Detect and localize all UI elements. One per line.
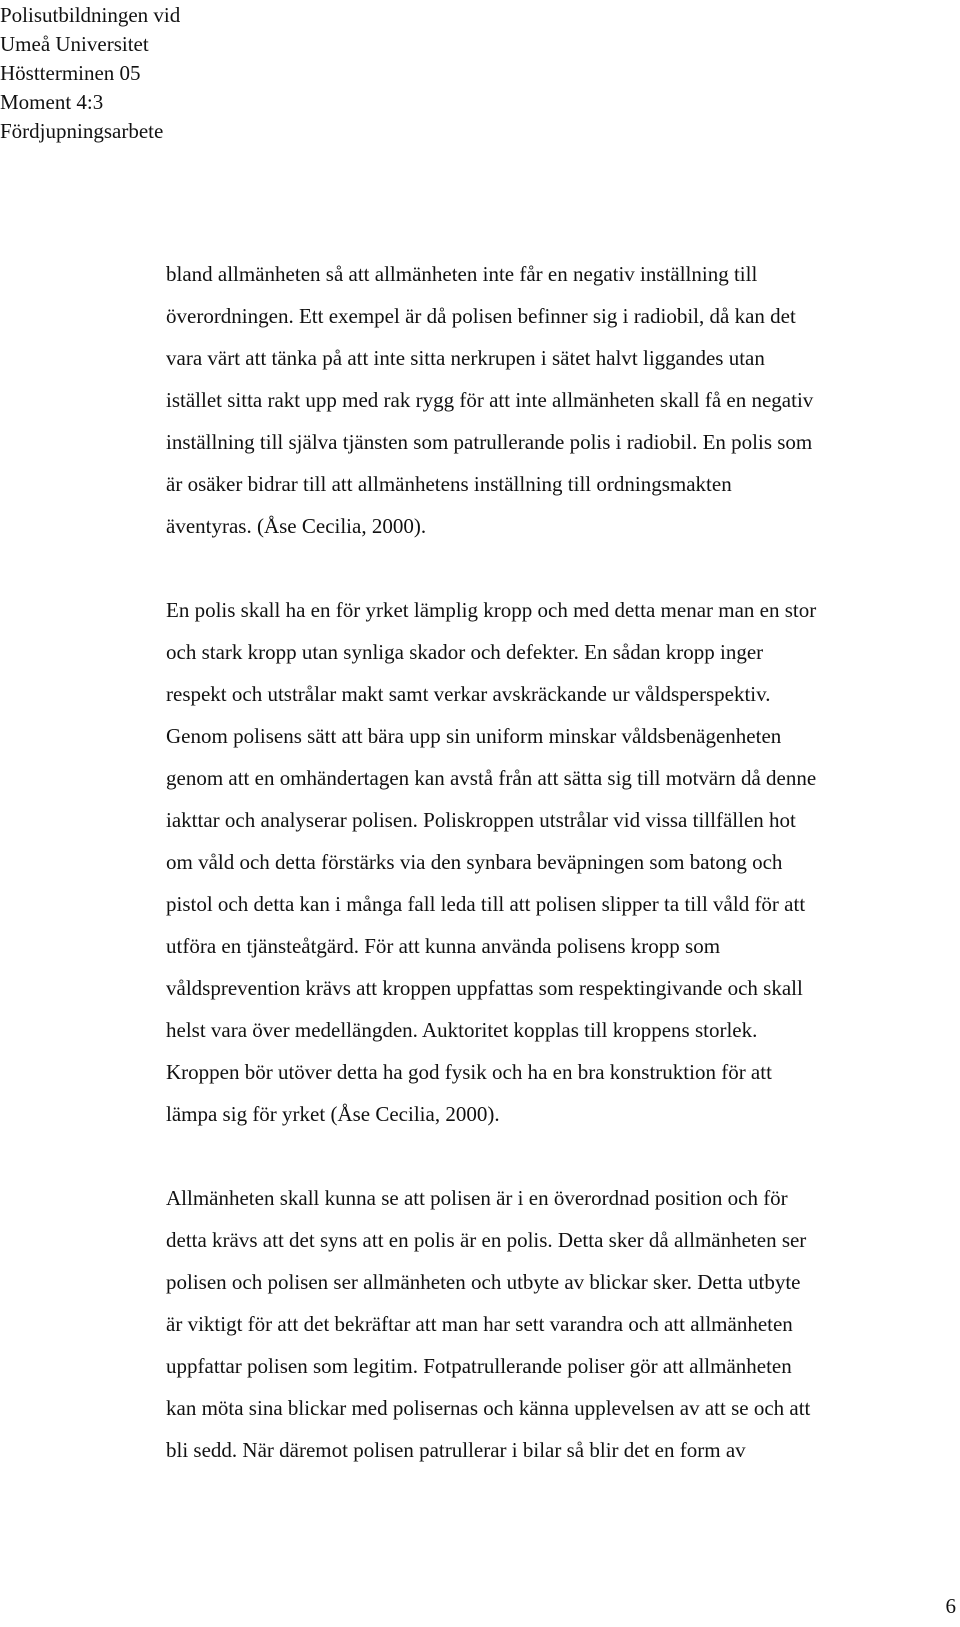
header-line-term: Höstterminen 05 <box>0 61 141 85</box>
paragraph-1: bland allmänheten så att allmänheten inte får en negativ inställning till överordningen. Ett exempel är då polisen befinner sig i radiobil, då kan det vara värt att tänka på att inte sitta nerkrupen i sätet halvt liggandes utan istället sitta rakt upp med rak rygg för att inte allmänheten skall få en negativ inställning till själva tjänsten som patrullerande polis i radiobil. En polis som är osäker bidrar till att allmänhetens inställning till ordningsmakten äventyras. (Åse Cecilia, 2000). <box>166 262 814 538</box>
paragraph-3: Allmänheten skall kunna se att polisen är i en överordnad position och för detta krävs att det syns att en polis är en polis. Detta sker då allmänheten ser polisen och polisen ser allmänheten och utbyte av blickar sker. Detta utbyte är viktigt för att det bekräftar att man har sett varandra och att allmänheten uppfattar polisen som legitim. Fotpatrullerande poliser gör att allmänheten kan möta sina blickar med polisernas och känna upplevelsen av att se och att bli sedd. När däremot polisen patrullerar i bilar så blir det en form av <box>166 1186 811 1462</box>
header-line-institution: Polisutbildningen vid <box>0 3 181 27</box>
header-line-title: Fördjupningsarbete <box>0 119 164 143</box>
document-header <box>0 1 180 146</box>
page-number: 6 <box>945 1594 956 1618</box>
paragraph-2: En polis skall ha en för yrket lämplig kropp och med detta menar man en stor och stark kropp utan synliga skador och defekter. En sådan kropp inger respekt och utstrålar makt samt verkar avskräckande ur våldsperspektiv. Genom polisens sätt att bära upp sin uniform minskar våldsbenägenheten genom att en omhändertagen kan avstå från att sätta sig till motvärn då denne iakttar och analyserar polisen. Poliskroppen utstrålar vid vissa tillfällen hot om våld och detta förstärks via den synbara beväpningen som batong och pistol och detta kan i många fall leda till att polisen slipper ta till våld för att utföra en tjänsteåtgärd. För att kunna använda polisens kropp som våldsprevention krävs att kroppen uppfattas som respektingivande och skall helst vara över medellängden. Auktoritet kopplas till kroppens storlek. Kroppen bör utöver detta ha god fysik och ha en bra konstruktion för att lämpa sig för yrket (Åse Cecilia, 2000). <box>166 598 817 1126</box>
header-line-university: Umeå Universitet <box>0 32 149 56</box>
body-text <box>166 253 938 1471</box>
header-line-moment: Moment 4:3 <box>0 90 104 114</box>
